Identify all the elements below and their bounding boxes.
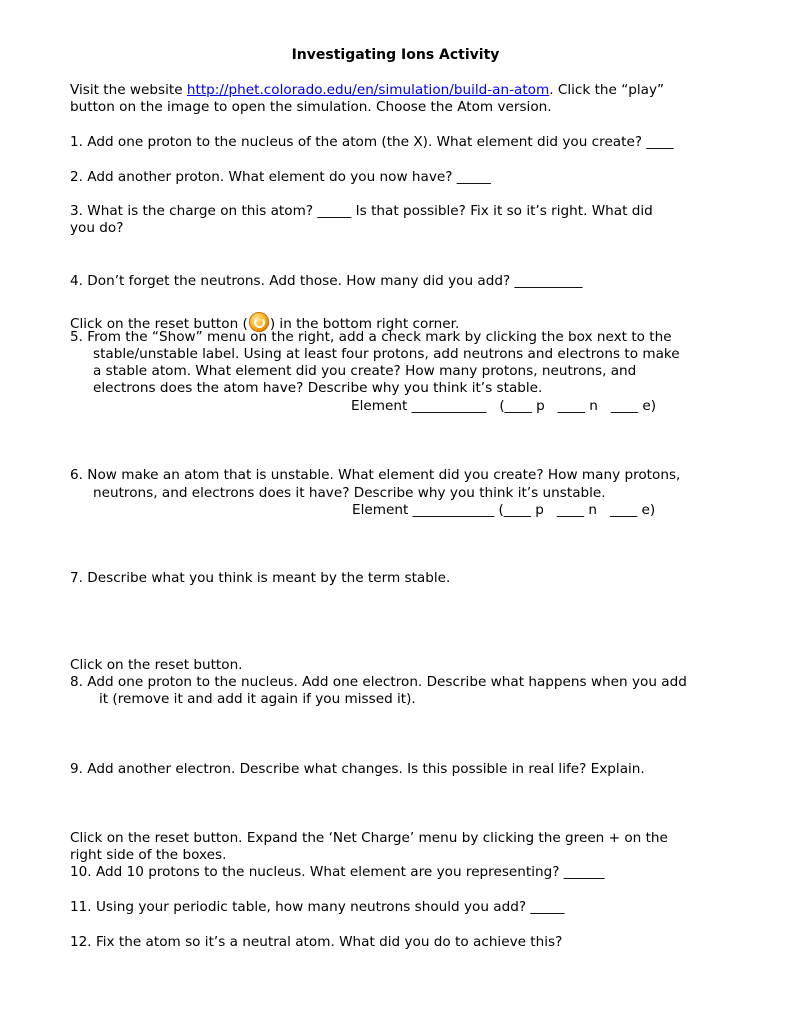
reset-instruction-3-line-2: right side of the boxes. xyxy=(70,847,227,863)
question-7: 7. Describe what you think is meant by the term stable. xyxy=(70,570,451,586)
question-8-line-2: it (remove it and add it again if you missed it). xyxy=(99,691,416,707)
question-1: 1. Add one proton to the nucleus of the atom (the X). What element did you create? ____ xyxy=(70,134,674,150)
intro-line-2: button on the image to open the simulation. Choose the Atom version. xyxy=(70,99,552,115)
reset-instruction-3-line-1: Click on the reset button. Expand the ‘Net Charge’ menu by clicking the green + on the xyxy=(70,830,668,846)
question-6-line-1: 6. Now make an atom that is unstable. What element did you create? How many protons, xyxy=(70,467,681,483)
question-11: 11. Using your periodic table, how many neutrons should you add? _____ xyxy=(70,899,565,915)
question-9: 9. Add another electron. Describe what changes. Is this possible in real life? Explain. xyxy=(70,761,645,777)
question-5-line-2: stable/unstable label. Using at least four protons, add neutrons and electrons to make xyxy=(93,346,680,362)
intro-prefix: Visit the website xyxy=(70,82,187,98)
question-4: 4. Don’t forget the neutrons. Add those. How many did you add? __________ xyxy=(70,273,583,289)
question-12: 12. Fix the atom so it’s a neutral atom. What did you do to achieve this? xyxy=(70,934,563,950)
reset-note-prefix: Click on the reset button ( xyxy=(70,316,248,332)
intro-suffix: . Click the “play” xyxy=(549,82,665,98)
question-3-line-1: 3. What is the charge on this atom? _____ Is that possible? Fix it so it’s right. What did xyxy=(70,203,653,219)
question-10: 10. Add 10 protons to the nucleus. What element are you representing? ______ xyxy=(70,864,605,880)
question-5-element-line: Element ___________ (____ p ____ n ____ e) xyxy=(351,398,656,414)
question-3-line-2: you do? xyxy=(70,220,124,236)
simulation-link[interactable]: http://phet.colorado.edu/en/simulation/build-an-atom xyxy=(186,82,550,98)
question-6-line-2: neutrons, and electrons does it have? Describe why you think it’s unstable. xyxy=(93,485,606,501)
question-8-line-1: 8. Add one proton to the nucleus. Add one electron. Describe what happens when you add xyxy=(70,674,687,690)
question-2: 2. Add another proton. What element do you now have? _____ xyxy=(70,169,491,185)
intro-line-1 xyxy=(70,82,664,99)
page-title: Investigating Ions Activity xyxy=(291,47,500,63)
reset-instruction-2: Click on the reset button. xyxy=(70,657,243,673)
question-5-line-1: 5. From the “Show” menu on the right, add a check mark by clicking the box next to the xyxy=(70,329,672,345)
question-6-element-line: Element ____________ (____ p ____ n ____ e) xyxy=(352,502,656,518)
question-5-line-3: a stable atom. What element did you create? How many protons, neutrons, and xyxy=(93,363,637,379)
reset-note-suffix: ) in the bottom right corner. xyxy=(269,316,460,332)
question-5-line-4: electrons does the atom have? Describe why you think it’s stable. xyxy=(93,380,543,396)
